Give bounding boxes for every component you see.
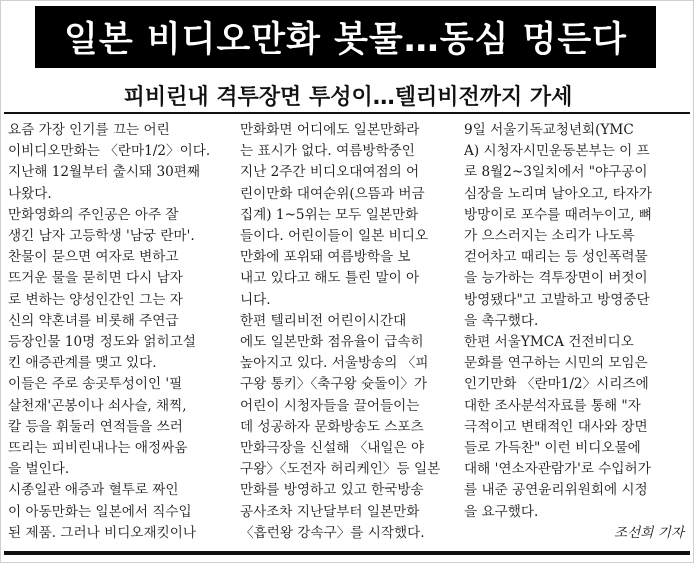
text-line: 로 8월2~3일치에서 "야구공이 — [464, 164, 648, 181]
text-line: 만화극장을 신설해 〈내일은 야 — [240, 440, 425, 457]
text-line: 만화화면 어디에도 일본만화라 — [240, 122, 420, 138]
text-line: 지난해 12월부터 출시돼 30편째 — [8, 164, 201, 181]
text-line: 요즘 가장 인기를 끄는 어린 — [8, 122, 170, 138]
text-line: 만화를 방영하고 있고 한국방송 — [240, 482, 424, 499]
text-line: 이들은 주로 송곳투성이인 '필 — [8, 376, 183, 393]
text-line: 문화를 연구하는 시민의 모임은 — [464, 355, 648, 372]
text-line: 칼 등을 휘둘러 연적들을 쓰러 — [8, 418, 183, 435]
text-line: 들로 가득찬" 이런 비디오물에 — [464, 440, 641, 457]
text-line: 공사조차 지난달부터 일본만화 — [240, 503, 420, 520]
text-line: 만화영화의 주인공은 아주 잘 — [8, 206, 179, 223]
text-line: 들이다. 어린이들이 일본 비디오 — [240, 228, 428, 245]
text-line: 을 요구했다. — [464, 503, 539, 520]
bottom-rule — [4, 551, 690, 555]
article-column-3 — [464, 120, 684, 548]
text-line: 니다. — [240, 291, 271, 308]
subheadline: 피비린내 격투장면 투성이…텔리비전까지 가세 — [123, 85, 573, 110]
text-line: 는 표시가 없다. 여름방학중인 — [240, 143, 415, 160]
text-line: 걷어차고 때리는 등 성인폭력물 — [464, 249, 648, 266]
text-line: 이 아동만화는 일본에서 직수입 — [8, 503, 192, 520]
text-line: 한편 텔리비전 어린이시간대 — [240, 312, 407, 329]
text-line: 에도 일본만화 점유율이 급속히 — [240, 334, 424, 351]
text-line: 생긴 남자 고등학생 '남궁 란마'. — [8, 228, 195, 245]
text-line: 살천재'곤봉이나 쇠사슬, 채찍, — [8, 397, 187, 414]
text-line: A) 시청자시민운동본부는 이 프 — [464, 143, 650, 160]
text-line: 킨 애증관계를 맺고 있다. — [8, 355, 157, 372]
text-line: 〈흡런왕 강속구〉를 시작했다. — [240, 524, 425, 541]
text-line: 로 변하는 양성인간인 그는 자 — [8, 291, 183, 308]
text-line: 린이만화 대여순위(으뜸과 버금 — [240, 185, 425, 202]
byline: 조선희 기자 — [614, 524, 684, 541]
text-line: 대한 조사분석자료를 통해 "자 — [464, 397, 641, 414]
text-line: 를 내준 공연윤리위원회에 시정 — [464, 482, 648, 499]
article-column-2 — [240, 120, 454, 548]
text-line: 을 촉구했다. — [464, 312, 539, 329]
text-line: 9일 서울기독교청년회(YMC — [464, 122, 634, 138]
text-line: 내고 있다고 해도 틀린 말이 아 — [240, 270, 420, 287]
text-line: 구왕〉〈도전자 허리케인〉등 일본 — [240, 461, 441, 478]
text-line: 을 벌인다. — [8, 461, 70, 478]
text-line: 만화에 포위돼 여름방학을 보 — [240, 249, 411, 266]
text-line: 구왕 통키〉〈축구왕 슛돌이〉가 — [240, 376, 428, 393]
text-line: 뜨리는 피비린내나는 애정싸움 — [8, 440, 188, 457]
top-rule — [4, 112, 690, 114]
text-line: 인기만화 〈란마1/2〉시리즈에 — [464, 376, 649, 393]
text-line: 한편 서울YMCA 건전비디오 — [464, 334, 634, 351]
text-line: 심장을 노리며 날아오고, 타자가 — [464, 185, 652, 202]
text-line: 뜨거운 물을 묻히면 다시 남자 — [8, 270, 183, 287]
text-line: 된 제품. 그러나 비디오재킷이나 — [8, 524, 196, 541]
text-line: 어린이 시청자들을 끌어들이는 — [240, 397, 420, 414]
text-line: 집계) 1~5위는 모두 일본만화 — [240, 206, 419, 223]
text-line: 지난 2주간 비디오대여점의 어 — [240, 164, 420, 181]
text-line: 높아지고 있다. 서울방송의 〈피 — [240, 355, 429, 372]
headline: 일본 비디오만화 봇물…동심 멍든다 — [64, 20, 627, 60]
text-line: 방영됐다"고 고발하고 방영중단 — [464, 291, 650, 308]
text-line: 이비디오만화는 〈란마1/2〉이다. — [8, 143, 211, 160]
text-line: 대해 '연소자관람가'로 수입허가 — [464, 461, 651, 478]
article-column-1 — [8, 120, 222, 548]
text-line: 데 성공하자 문화방송도 스포츠 — [240, 418, 424, 435]
text-line: 을 능가하는 격투장면이 버젓이 — [464, 270, 648, 287]
text-line: 나왔다. — [8, 185, 52, 202]
text-line: 방망이로 포수를 때려누이고, 뼈 — [464, 206, 652, 223]
text-line: 신의 약혼녀를 비롯해 주연급 — [8, 312, 179, 329]
text-line: 시종일관 애증과 혈투로 짜인 — [8, 482, 179, 499]
headline-banner — [35, 6, 656, 68]
text-line: 찬물이 묻으면 여자로 변하고 — [8, 249, 179, 266]
text-line: 등장인물 10명 정도와 얽히고설 — [8, 334, 196, 351]
text-line: 가 으스러지는 소리가 나도록 — [464, 228, 635, 245]
text-line: 극적이고 변태적인 대사와 장면 — [464, 418, 648, 435]
